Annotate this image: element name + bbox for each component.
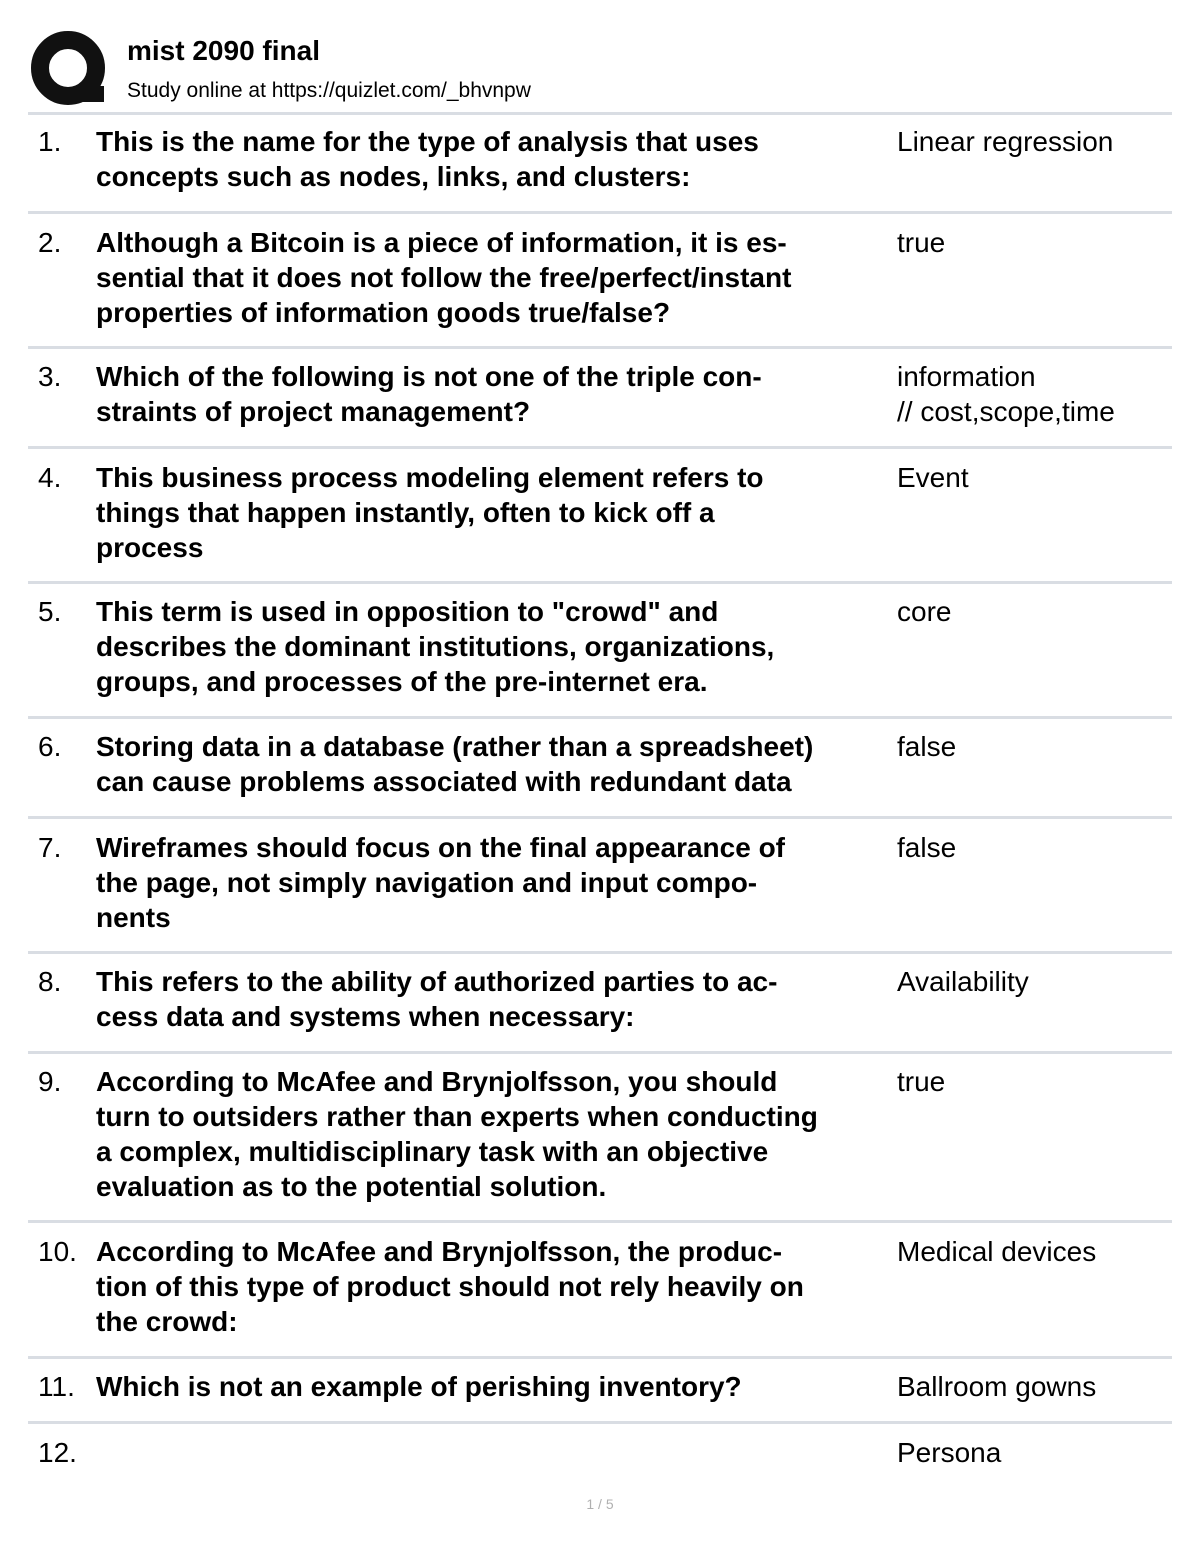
question-line: Although a Bitcoin is a piece of information, it is es- [96, 227, 787, 258]
card-divider [28, 1356, 1172, 1359]
question-line: According to McAfee and Brynjolfsson, the produc- [96, 1236, 783, 1267]
card-answer [897, 1435, 1172, 1470]
card-divider [28, 1051, 1172, 1054]
question-line: This refers to the ability of authorized parties to ac- [96, 966, 778, 997]
card-divider [28, 1421, 1172, 1424]
card-question [96, 964, 896, 1034]
question-line: tion of this type of product should not rely heavily on [96, 1271, 804, 1302]
answer-line: true [897, 1066, 946, 1097]
question-line: This is the name for the type of analysis that uses [96, 126, 759, 157]
question-line: straints of project management? [96, 396, 531, 427]
card-answer [897, 594, 1172, 629]
card-question [96, 594, 896, 699]
answer-line: information [897, 361, 1036, 392]
card-number: 1. [38, 126, 62, 157]
answer-line: Ballroom gowns [897, 1371, 1097, 1402]
card-divider [28, 581, 1172, 584]
card-question [96, 1369, 896, 1404]
card-question [96, 460, 896, 565]
answer-line: Event [897, 462, 969, 493]
card-answer [897, 1369, 1172, 1404]
question-line: the crowd: [96, 1306, 238, 1337]
card-number: 6. [38, 731, 62, 762]
question-line: turn to outsiders rather than experts when conducting [96, 1101, 818, 1132]
card-question [96, 1234, 896, 1339]
header-divider [28, 112, 1172, 115]
answer-line: Medical devices [897, 1236, 1097, 1267]
card-question [96, 830, 896, 935]
card-divider [28, 816, 1172, 819]
page-indicator: 1 / 5 [586, 1496, 614, 1512]
question-line: things that happen instantly, often to kick off a [96, 497, 715, 528]
question-line: Wireframes should focus on the final appearance of [96, 832, 785, 863]
page-header [28, 30, 1172, 112]
question-line: sential that it does not follow the free/perfect/instant [96, 262, 792, 293]
question-line: According to McAfee and Brynjolfsson, you should [96, 1066, 778, 1097]
card-answer [897, 1064, 1172, 1099]
card-answer [897, 830, 1172, 865]
card-number: 3. [38, 361, 62, 392]
card-divider [28, 346, 1172, 349]
question-line: describes the dominant institutions, organizations, [96, 631, 775, 662]
card-divider [28, 951, 1172, 954]
answer-line: false [897, 731, 957, 762]
question-line: the page, not simply navigation and input compo- [96, 867, 758, 898]
question-line: can cause problems associated with redundant data [96, 766, 792, 797]
card-number: 9. [38, 1066, 62, 1097]
card-number: 2. [38, 227, 62, 258]
answer-line: Availability [897, 966, 1029, 997]
card-number: 12. [38, 1437, 77, 1468]
card-answer [897, 460, 1172, 495]
card-question [96, 225, 896, 330]
card-answer [897, 964, 1172, 999]
card-answer [897, 729, 1172, 764]
question-line: cess data and systems when necessary: [96, 1001, 635, 1032]
question-line: properties of information goods true/false? [96, 297, 671, 328]
question-line: a complex, multidisciplinary task with an objective [96, 1136, 769, 1167]
answer-line: // cost,scope,time [897, 396, 1115, 427]
card-question [96, 124, 896, 194]
question-line: This term is used in opposition to "crowd" and [96, 596, 719, 627]
card-answer [897, 359, 1172, 429]
card-number: 7. [38, 832, 62, 863]
answer-line: true [897, 227, 946, 258]
card-number: 11. [38, 1371, 75, 1402]
study-online-link[interactable]: Study online at https://quizlet.com/_bhvnpw [127, 79, 531, 102]
card-divider [28, 446, 1172, 449]
question-line: groups, and processes of the pre-internet era. [96, 666, 708, 697]
card-number: 8. [38, 966, 62, 997]
question-line: evaluation as to the potential solution. [96, 1171, 607, 1202]
question-line: This business process modeling element refers to [96, 462, 764, 493]
card-question [96, 1064, 896, 1204]
card-number: 4. [38, 462, 62, 493]
card-question [96, 729, 896, 799]
card-question [96, 359, 896, 429]
answer-line: core [897, 596, 952, 627]
question-line: Storing data in a database (rather than a spreadsheet) [96, 731, 814, 762]
question-line: nents [96, 902, 171, 933]
question-line: concepts such as nodes, links, and clusters: [96, 161, 691, 192]
card-answer [897, 1234, 1172, 1269]
quizlet-logo-icon [30, 30, 108, 108]
question-line: Which of the following is not one of the triple con- [96, 361, 762, 392]
card-divider [28, 1220, 1172, 1223]
card-divider [28, 211, 1172, 214]
page-title: mist 2090 final [127, 35, 320, 66]
card-answer [897, 225, 1172, 260]
answer-line: false [897, 832, 957, 863]
question-line: Which is not an example of perishing inventory? [96, 1371, 742, 1402]
card-divider [28, 716, 1172, 719]
card-number: 5. [38, 596, 62, 627]
card-answer [897, 124, 1172, 159]
question-line: process [96, 532, 204, 563]
card-number: 10. [38, 1236, 77, 1267]
answer-line: Persona [897, 1437, 1002, 1468]
answer-line: Linear regression [897, 126, 1114, 157]
